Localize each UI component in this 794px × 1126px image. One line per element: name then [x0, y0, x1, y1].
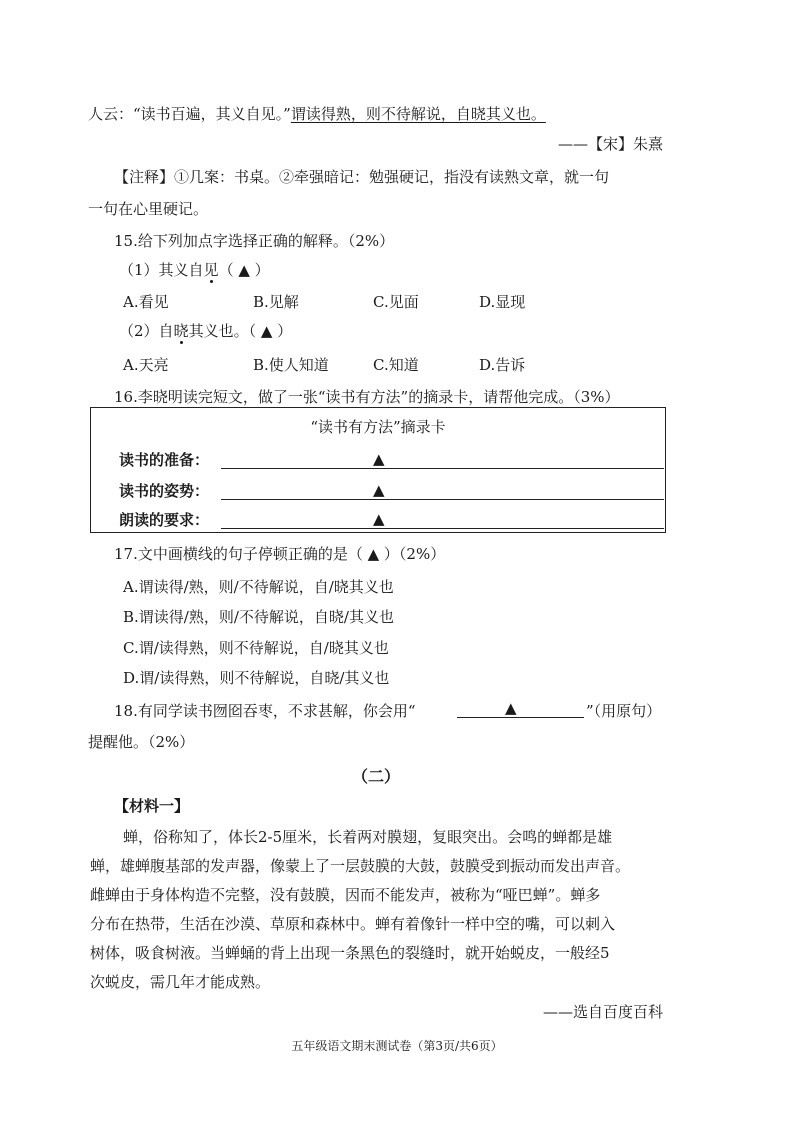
q18-stem-post: ”（用原句）: [586, 702, 662, 720]
q15-sub2-answer-blank[interactable]: 其义也。（ ▲ ）: [188, 322, 293, 340]
q15-stem: 15.给下列加点字选择正确的解释。（2%）: [114, 232, 395, 250]
q15-sub1-dotted-char: 见: [203, 261, 219, 279]
excerpt-card: [90, 407, 666, 533]
card-row-label: 读书的姿势：: [119, 482, 210, 500]
page-footer: 五年级语文期末测试卷（第3页/共6页）: [291, 1039, 503, 1053]
q15-sub1-option-a[interactable]: A.看见: [123, 293, 169, 311]
q17-option-c[interactable]: C.谓/读得熟，则不待解说，自/晓其义也: [123, 639, 389, 657]
q15-sub1-pre: （1）其义自: [119, 261, 204, 279]
material-line-6: 次蜕皮，需几年才能成熟。: [90, 973, 271, 991]
q18-answer-blank[interactable]: [457, 699, 584, 718]
q15-sub2-option-a[interactable]: A.天亮: [123, 356, 169, 374]
material-source: ——选自百度百科: [542, 1003, 663, 1021]
card-row-label: 朗读的要求：: [119, 511, 210, 529]
answer-line[interactable]: [221, 468, 664, 469]
q15-sub1-option-b[interactable]: B.见解: [253, 293, 299, 311]
material-line-3: 雌蝉由于身体构造不完整，没有鼓膜，因而不能发声，被称为“哑巴蝉”。蝉多: [90, 886, 601, 904]
q15-sub1-option-d[interactable]: D.显现: [479, 293, 526, 311]
answer-line[interactable]: [221, 528, 664, 529]
q15-sub2-option-d[interactable]: D.告诉: [479, 356, 526, 374]
answer-marker: ▲: [373, 481, 385, 499]
card-row-posture[interactable]: [119, 480, 664, 502]
material-line-5: 树体，吸食树液。当蝉蛹的背上出现一条黑色的裂缝时，就开始蜕皮，一般经5: [90, 944, 610, 962]
quote-line: [88, 103, 546, 124]
quote-underlined-sentence: 谓读得熟，则不待解说，自晓其义也。: [290, 105, 546, 123]
quote-lead: 人云：“读书百遍，其义自见。”: [88, 105, 291, 123]
material-line-2: 蝉，雄蝉腹基部的发声器，像蒙上了一层鼓膜的大鼓，鼓膜受到振动而发出声音。: [90, 857, 631, 875]
q18-line-2: 提醒他。（2%）: [88, 733, 195, 751]
q17-option-b[interactable]: B.谓读得/熟，则/不待解说，自晓/其义也: [123, 608, 394, 626]
material-line-1: 蝉，俗称知了，体长2-5厘米，长着两对膜翅，复眼突出。会鸣的蝉都是雄: [123, 828, 613, 846]
notes-line-1: 【注释】①几案：书桌。②牵强暗记：勉强硬记，指没有读熟文章，就一句: [114, 168, 610, 186]
q15-sub2-pre: （2）自: [119, 322, 174, 340]
card-row-reading-aloud[interactable]: [119, 509, 664, 531]
answer-marker: ▲: [373, 450, 385, 468]
material-line-4: 分布在热带，生活在沙漠、草原和森林中。蝉有着像针一样中空的嘴，可以刺入: [90, 915, 616, 933]
q16-stem: 16.李晓明读完短文，做了一张“读书有方法”的摘录卡，请帮他完成。（3%）: [114, 388, 620, 406]
quote-attribution: ——【宋】朱熹: [557, 135, 663, 153]
q17-option-a[interactable]: A.谓读得/熟，则/不待解说，自/晓其义也: [123, 578, 394, 596]
q17-stem: 17.文中画横线的句子停顿正确的是（ ▲ ）（2%）: [114, 545, 446, 563]
card-row-preparation[interactable]: [119, 449, 664, 471]
answer-line[interactable]: [221, 499, 664, 500]
q15-sub2-dotted-char: 晓: [173, 322, 189, 340]
answer-marker: ▲: [373, 510, 385, 528]
q15-sub2-option-c[interactable]: C.知道: [373, 356, 419, 374]
q18-stem-pre: 18.有同学读书囫囵吞枣，不求甚解，你会用“: [114, 702, 416, 720]
excerpt-card-title: “读书有方法”摘录卡: [310, 418, 446, 436]
card-row-label: 读书的准备：: [119, 451, 210, 469]
q15-sub2: [119, 320, 292, 341]
section-heading: （二）: [352, 767, 401, 786]
notes-line-2: 一句在心里硬记。: [88, 200, 209, 218]
q15-sub2-option-b[interactable]: B.使人知道: [253, 356, 329, 374]
q17-option-d[interactable]: D.谓/读得熟，则不待解说，自晓/其义也: [123, 669, 390, 687]
q15-sub1-answer-blank[interactable]: （ ▲ ）: [218, 261, 270, 279]
answer-marker: ▲: [505, 699, 517, 717]
q15-sub1: [119, 259, 270, 280]
material-label: 【材料一】: [114, 797, 190, 815]
q15-sub1-option-c[interactable]: C.见面: [373, 293, 419, 311]
